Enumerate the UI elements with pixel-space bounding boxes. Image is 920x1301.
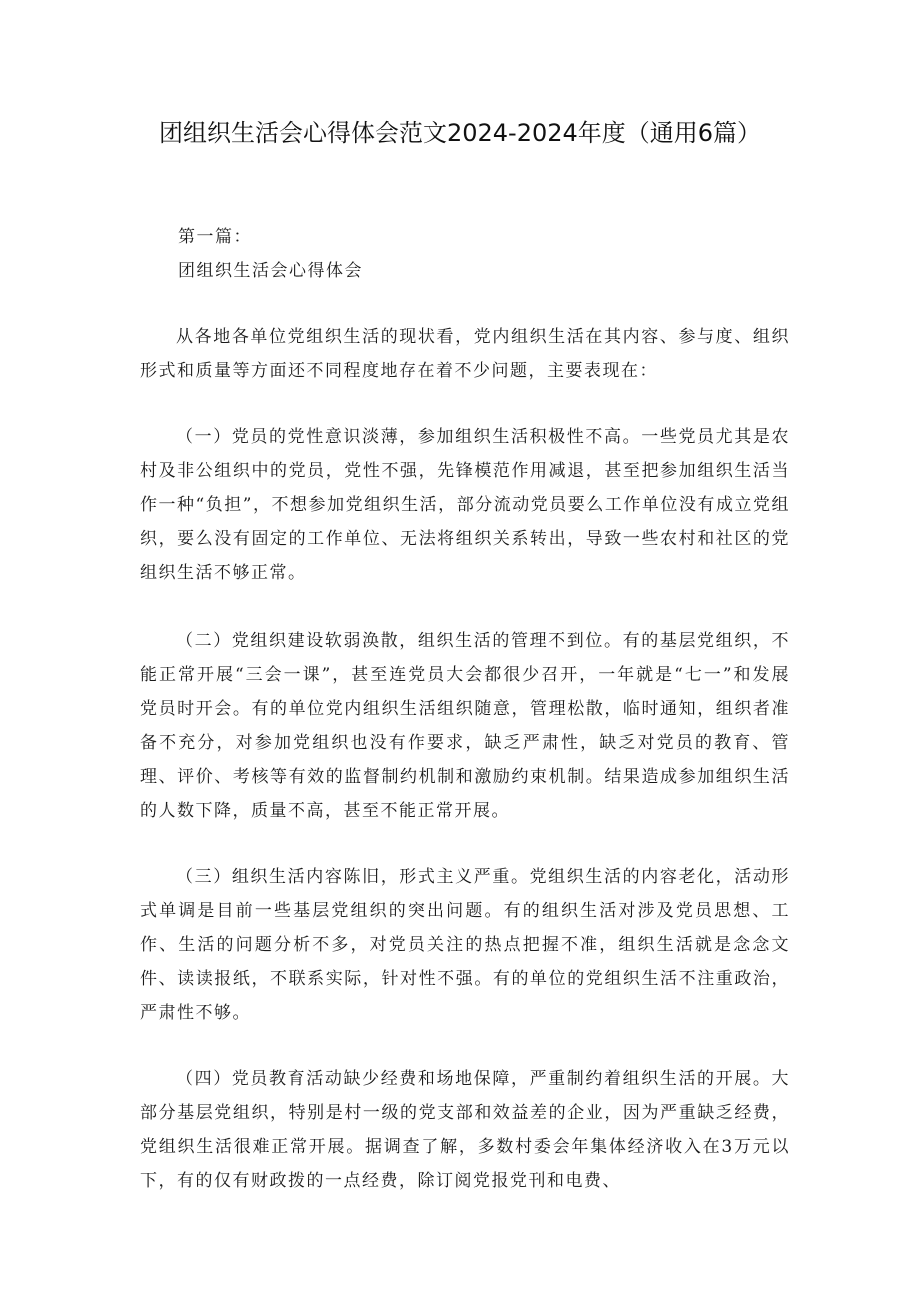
document-title: 团组织生活会心得体会范文2024-2024年度（通用6篇） bbox=[158, 119, 762, 147]
paragraph-point-4: （四）党员教育活动缺少经费和场地保障，严重制约着组织生活的开展。大部分基层党组织，特别是村一级的党支部和效益差的企业，因为严重缺乏经费，党组织生活很难正常开展。据调查了解，多数村委会年集体经济收入在3万元以下，有的仅有财政拨的一点经费，除订阅党报党刊和电费、 bbox=[140, 1069, 790, 1191]
paragraph-point-1: （一）党员的党性意识淡薄，参加组织生活积极性不高。一些党员尤其是农村及非公组织中的党员，党性不强，先锋模范作用减退，甚至把参加组织生活当作一种“负担”，不想参加党组织生活，部分流动党员要么工作单位没有成立党组织，要么没有固定的工作单位、无法将组织关系转出，导致一些农村和社区的党组织生活不够正常。 bbox=[140, 427, 790, 583]
paragraph-point-3: （三）组织生活内容陈旧，形式主义严重。党组织生活的内容老化，活动形式单调是目前一些基层党组织的突出问题。有的组织生活对涉及党员思想、工作、生活的问题分析不多，对党员关注的热点把握不准，组织生活就是念念文件、读读报纸，不联系实际，针对性不强。有的单位的党组织生活不注重政治，严肃性不够。 bbox=[140, 867, 790, 1023]
section-label: 第一篇： bbox=[178, 227, 252, 247]
paragraph-point-2: （二）党组织建设软弱涣散，组织生活的管理不到位。有的基层党组织，不能正常开展“三会一课”，甚至连党员大会都很少召开，一年就是“七一”和发展党员时开会。有的单位党内组织生活组织随意，管理松散，临时通知，组织者准备不充分，对参加党组织也没有作要求，缺乏严肃性，缺乏对党员的教育、管理、评价、考核等有效的监督制约机制和激励约束机制。结果造成参加组织生活的人数下降，质量不高，甚至不能正常开展。 bbox=[140, 631, 790, 821]
paragraph-intro: 从各地各单位党组织生活的现状看，党内组织生活在其内容、参与度、组织形式和质量等方面还不同程度地存在着不少问题，主要表现在： bbox=[140, 327, 790, 381]
section-title: 团组织生活会心得体会 bbox=[178, 261, 363, 281]
